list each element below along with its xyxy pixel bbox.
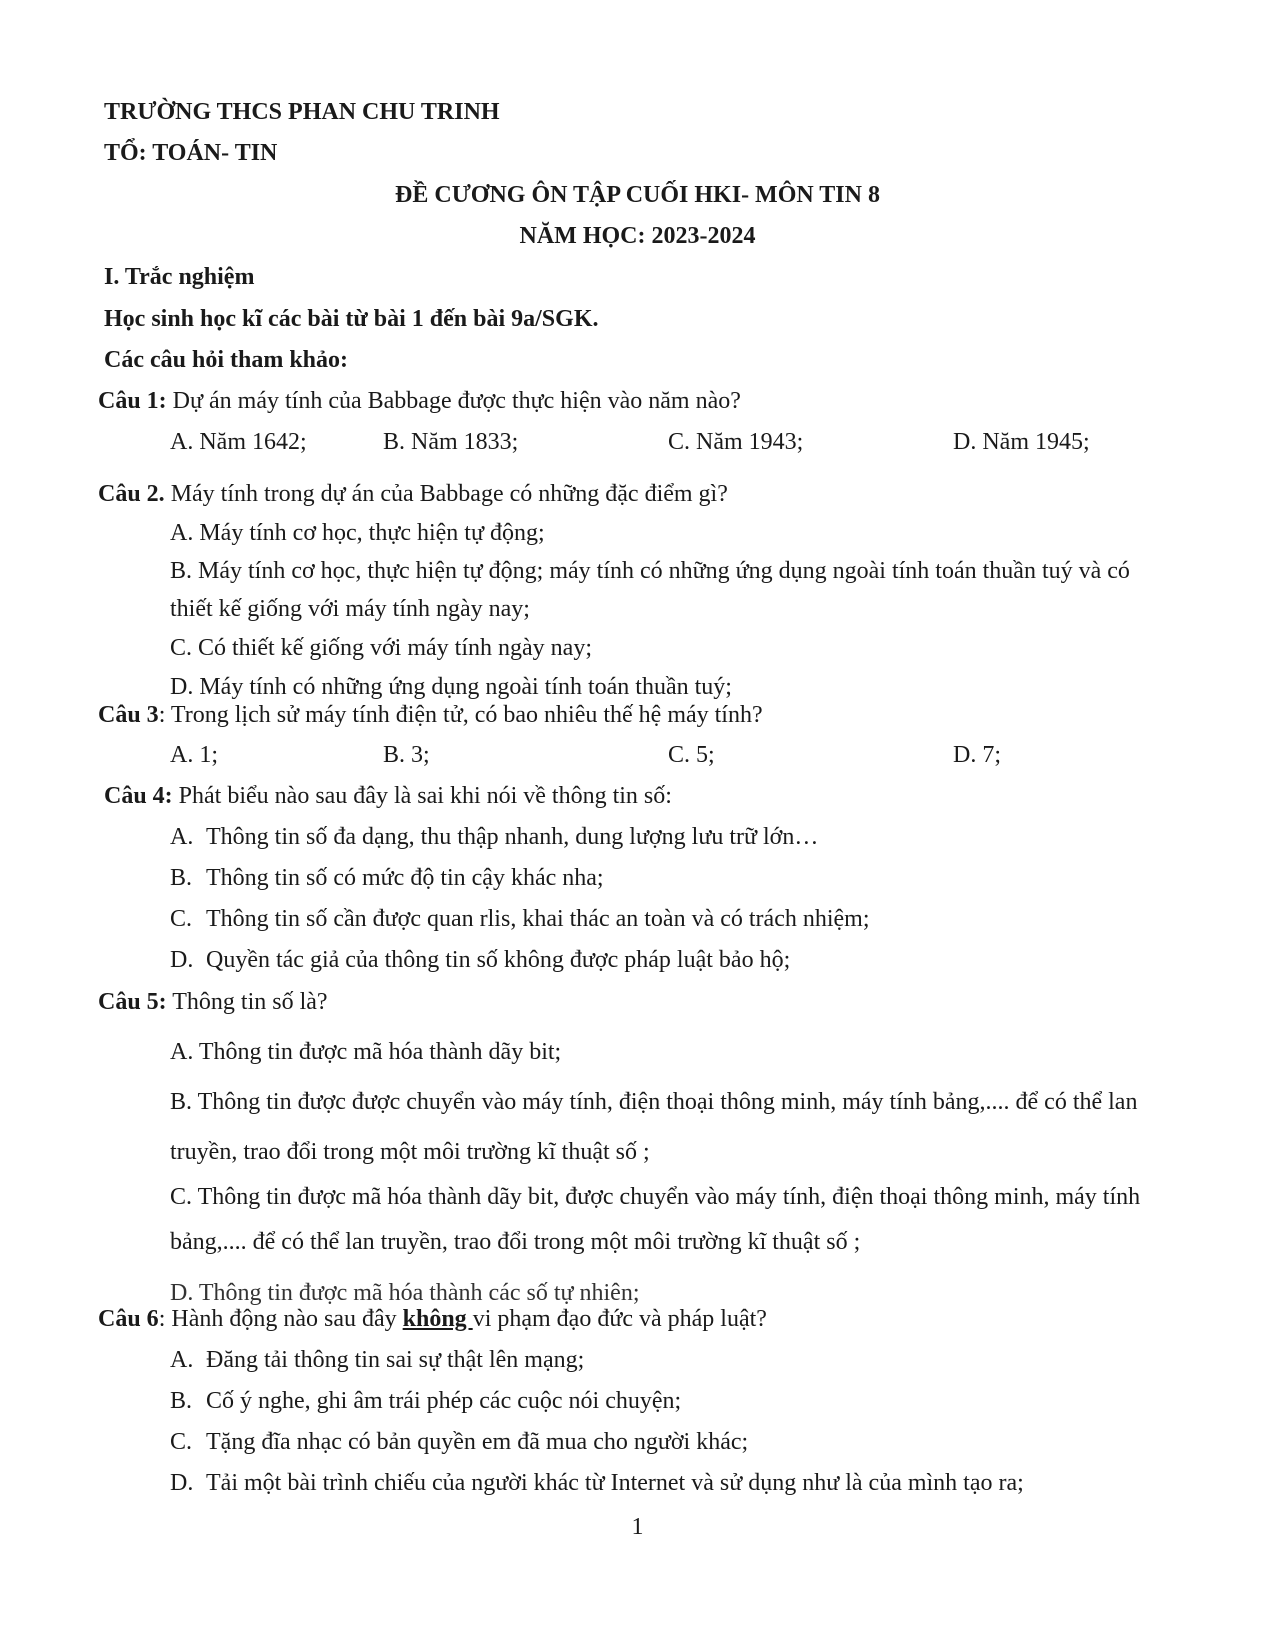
reference-heading: Các câu hỏi tham khảo: (104, 347, 349, 373)
section-heading: I. Trắc nghiệm (104, 264, 255, 290)
option-text: Thông tin số cần được quan rlis, khai thác an toàn và có trách nhiệm; (206, 906, 870, 932)
q5-option-b-line2: truyền, trao đổi trong một môi trường kĩ thuật số ; (170, 1139, 650, 1165)
q5-option-b-line1: B. Thông tin được được chuyển vào máy tính, điện thoại thông minh, máy tính bảng,.... để có thể lan (170, 1089, 1138, 1115)
q6-option-a (170, 1345, 584, 1375)
question-text: : Trong lịch sử máy tính điện tử, có bao nhiêu thế hệ máy tính? (158, 702, 763, 728)
question-emphasis: không (402, 1306, 473, 1332)
school-name: TRƯỜNG THCS PHAN CHU TRINH (104, 99, 500, 125)
q6-option-b (170, 1386, 681, 1416)
q6-option-c (170, 1427, 748, 1457)
question-4 (104, 781, 672, 811)
question-label: Câu 1: (98, 388, 167, 414)
q5-option-a: A. Thông tin được mã hóa thành dãy bit; (170, 1039, 562, 1065)
question-5 (98, 987, 328, 1017)
question-6 (98, 1304, 767, 1334)
q2-option-c: C. Có thiết kế giống với máy tính ngày nay; (170, 635, 592, 661)
question-label: Câu 6 (98, 1306, 159, 1332)
q2-option-d: D. Máy tính có những ứng dụng ngoài tính toán thuần tuý; (170, 674, 732, 700)
option-letter: B. (170, 1388, 193, 1414)
q2-option-a: A. Máy tính cơ học, thực hiện tự động; (170, 520, 545, 546)
question-label: Câu 2. (98, 481, 165, 507)
option-text: Thông tin số có mức độ tin cậy khác nha; (206, 865, 604, 891)
option-text: Đăng tải thông tin sai sự thật lên mạng; (206, 1347, 585, 1373)
q5-option-c-line1: C. Thông tin được mã hóa thành dãy bit, được chuyển vào máy tính, điện thoại thông minh, máy tính (170, 1184, 1141, 1210)
question-2 (98, 479, 728, 509)
q6-option-d (170, 1468, 1024, 1498)
school-year: NĂM HỌC: 2023-2024 (519, 223, 756, 249)
q1-option-d: D. Năm 1945; (953, 429, 1090, 455)
option-letter: D. (170, 947, 194, 973)
q3-option-c: C. 5; (668, 742, 715, 768)
section-instruction: Học sinh học kĩ các bài từ bài 1 đến bài 9a/SGK. (104, 306, 599, 332)
q5-option-d: D. Thông tin được mã hóa thành các số tự nhiên; (170, 1280, 640, 1306)
question-text: Phát biểu nào sau đây là sai khi nói về thông tin số: (172, 783, 672, 809)
q1-option-c: C. Năm 1943; (668, 429, 804, 455)
q1-option-b: B. Năm 1833; (383, 429, 519, 455)
question-text-end: vi phạm đạo đức và pháp luật? (472, 1306, 767, 1332)
q4-option-b (170, 863, 604, 893)
q2-option-b-line1: B. Máy tính cơ học, thực hiện tự động; máy tính có những ứng dụng ngoài tính toán thuần tuý và có (170, 558, 1130, 584)
option-text: Tải một bài trình chiếu của người khác từ Internet và sử dụng như là của mình tạo ra; (206, 1470, 1024, 1496)
question-3 (98, 700, 763, 730)
question-text: Thông tin số là? (166, 989, 328, 1015)
question-text: Dự án máy tính của Babbage được thực hiện vào năm nào? (166, 388, 741, 414)
question-text: Máy tính trong dự án của Babbage có những đặc điểm gì? (164, 481, 728, 507)
question-label: Câu 3 (98, 702, 159, 728)
document-title: ĐỀ CƯƠNG ÔN TẬP CUỐI HKI- MÔN TIN 8 (395, 182, 880, 208)
option-letter: B. (170, 865, 193, 891)
question-label: Câu 5: (98, 989, 167, 1015)
option-letter: D. (170, 1470, 194, 1496)
option-text: Tặng đĩa nhạc có bản quyền em đã mua cho người khác; (206, 1429, 749, 1455)
option-letter: A. (170, 824, 194, 850)
q4-option-a (170, 822, 818, 852)
option-letter: C. (170, 906, 193, 932)
q3-option-a: A. 1; (170, 742, 218, 768)
department: TỔ: TOÁN- TIN (104, 140, 278, 166)
q4-option-c (170, 904, 870, 934)
question-1 (98, 386, 741, 416)
q1-option-a: A. Năm 1642; (170, 429, 307, 455)
q3-option-b: B. 3; (383, 742, 430, 768)
option-letter: A. (170, 1347, 194, 1373)
page-number: 1 (631, 1514, 644, 1540)
q4-option-d (170, 945, 790, 975)
q3-option-d: D. 7; (953, 742, 1001, 768)
question-label: Câu 4: (104, 783, 173, 809)
q2-option-b-line2: thiết kế giống với máy tính ngày nay; (170, 596, 530, 622)
question-text-start: : Hành động nào sau đây (158, 1306, 403, 1332)
option-text: Quyền tác giả của thông tin số không được pháp luật bảo hộ; (206, 947, 791, 973)
option-text: Thông tin số đa dạng, thu thập nhanh, dung lượng lưu trữ lớn… (206, 824, 819, 850)
option-text: Cố ý nghe, ghi âm trái phép các cuộc nói chuyện; (206, 1388, 682, 1414)
q5-option-c-line2: bảng,.... để có thể lan truyền, trao đổi trong một môi trường kĩ thuật số ; (170, 1229, 861, 1255)
option-letter: C. (170, 1429, 193, 1455)
